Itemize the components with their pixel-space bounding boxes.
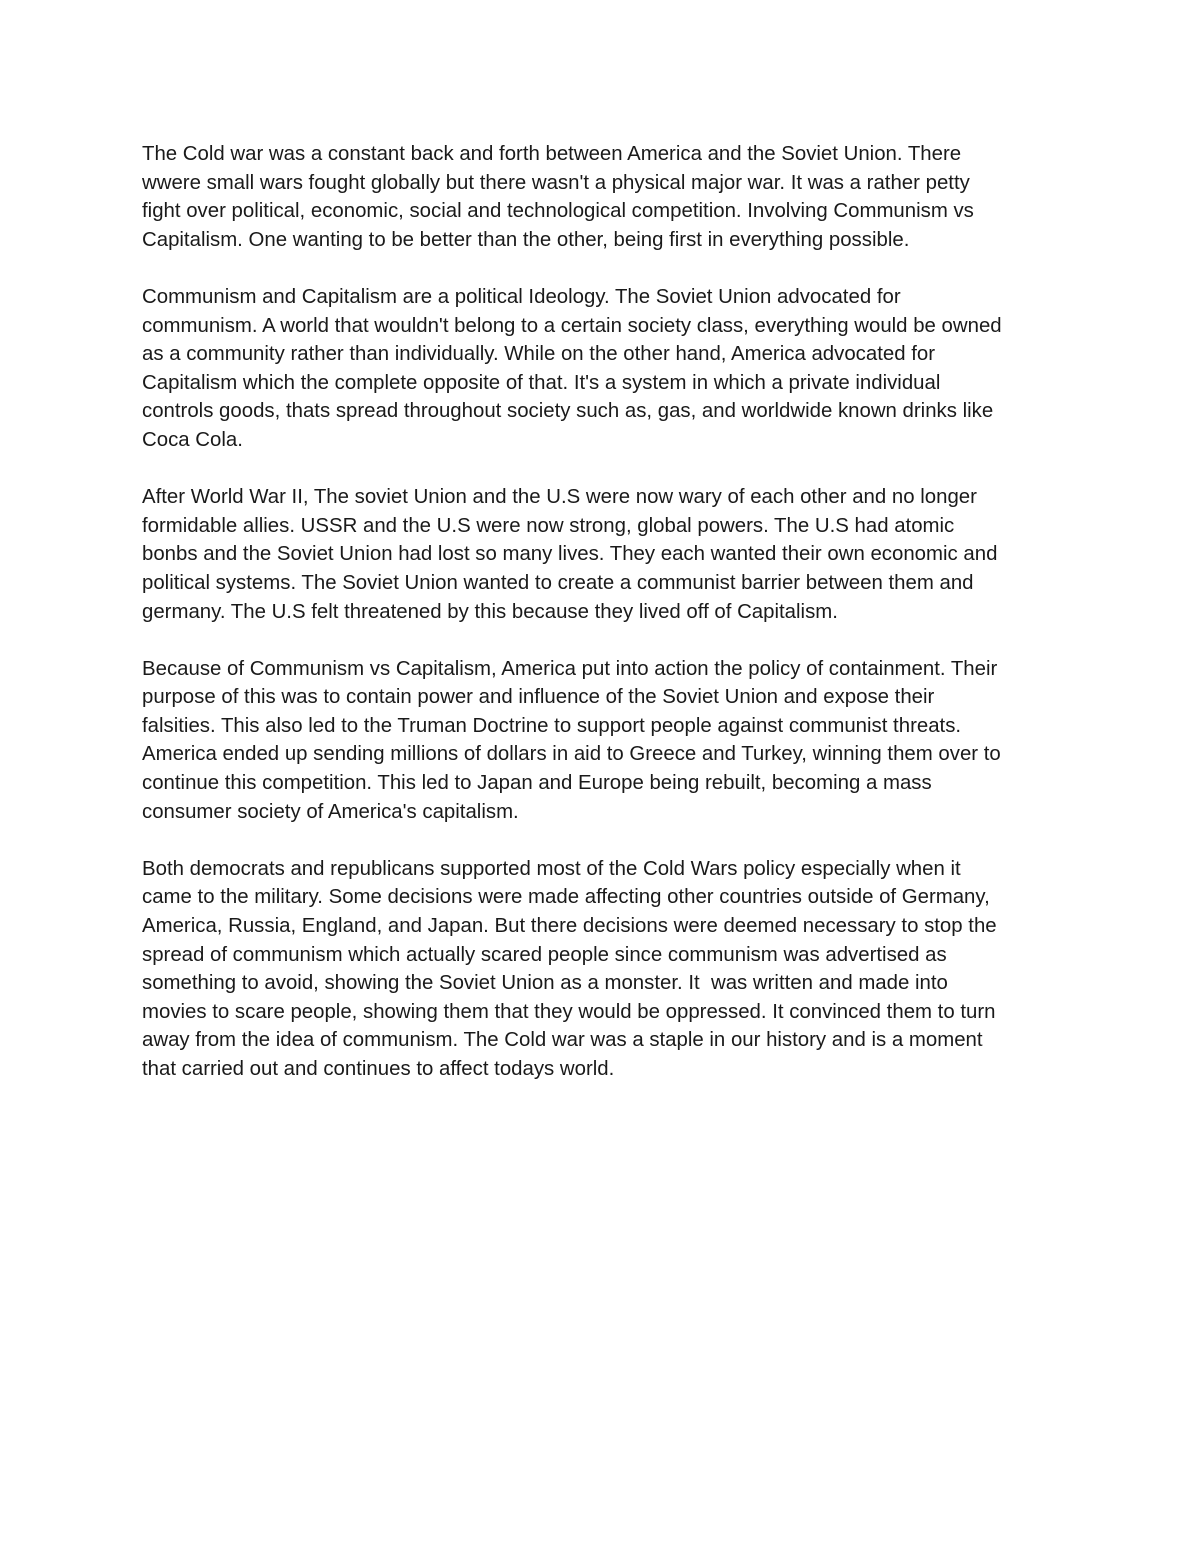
paragraph-line: Because of Communism vs Capitalism, America put into action the policy of containment. Their <box>142 657 998 680</box>
paragraph-line: Both democrats and republicans supported most of the Cold Wars policy especially when it <box>142 857 961 880</box>
paragraph-line: Capitalism which the complete opposite of that. It's a system in which a private individual <box>142 371 941 394</box>
paragraph-line: consumer society of America's capitalism. <box>142 800 519 823</box>
paragraph-line: falsities. This also led to the Truman Doctrine to support people against communist threats. <box>142 714 962 737</box>
paragraph-line: something to avoid, showing the Soviet Union as a monster. It was written and made into <box>142 972 948 995</box>
paragraph-1 <box>142 140 1062 254</box>
paragraph-line: communism. A world that wouldn't belong to a certain society class, everything would be owned <box>142 314 1002 337</box>
paragraph-line: Capitalism. One wanting to be better than the other, being first in everything possible. <box>142 228 910 251</box>
paragraph-line: came to the military. Some decisions were made affecting other countries outside of Germany, <box>142 886 990 909</box>
paragraph-5 <box>142 855 1062 1084</box>
document-body <box>142 140 1062 1112</box>
paragraph-line: spread of communism which actually scared people since communism was advertised as <box>142 943 947 966</box>
paragraph-line: as a community rather than individually. While on the other hand, America advocated for <box>142 343 936 366</box>
paragraph-line: continue this competition. This led to Japan and Europe being rebuilt, becoming a mass <box>142 772 932 795</box>
paragraph-line: germany. The U.S felt threatened by this because they lived off of Capitalism. <box>142 600 838 623</box>
paragraph-2 <box>142 283 1062 455</box>
paragraph-line: purpose of this was to contain power and influence of the Soviet Union and expose their <box>142 686 935 709</box>
paragraph-line: America, Russia, England, and Japan. But there decisions were deemed necessary to stop the <box>142 915 997 938</box>
paragraph-line: Communism and Capitalism are a political Ideology. The Soviet Union advocated for <box>142 285 901 308</box>
paragraph-line: fight over political, economic, social and technological competition. Involving Communism vs <box>142 200 974 223</box>
paragraph-line: controls goods, thats spread throughout society such as, gas, and worldwide known drinks like <box>142 400 994 423</box>
paragraph-line: that carried out and continues to affect todays world. <box>142 1058 615 1080</box>
paragraph-line: bonbs and the Soviet Union had lost so many lives. They each wanted their own economic and <box>142 543 998 566</box>
paragraph-line: Coca Cola. <box>142 428 243 451</box>
paragraph-line: After World War II, The soviet Union and the U.S were now wary of each other and no longer <box>142 486 977 509</box>
paragraph-line: political systems. The Soviet Union wanted to create a communist barrier between them and <box>142 571 974 594</box>
paragraph-line: wwere small wars fought globally but there wasn't a physical major war. It was a rather petty <box>142 171 970 194</box>
paragraph-3 <box>142 483 1062 626</box>
paragraph-4 <box>142 655 1062 827</box>
paragraph-line: away from the idea of communism. The Cold war was a staple in our history and is a moment <box>142 1029 983 1052</box>
paragraph-line: movies to scare people, showing them that they would be oppressed. It convinced them to turn <box>142 1000 996 1023</box>
paragraph-line: America ended up sending millions of dollars in aid to Greece and Turkey, winning them over to <box>142 743 1001 766</box>
paragraph-line: formidable allies. USSR and the U.S were now strong, global powers. The U.S had atomic <box>142 514 955 537</box>
paragraph-line: The Cold war was a constant back and forth between America and the Soviet Union. There <box>142 143 962 165</box>
